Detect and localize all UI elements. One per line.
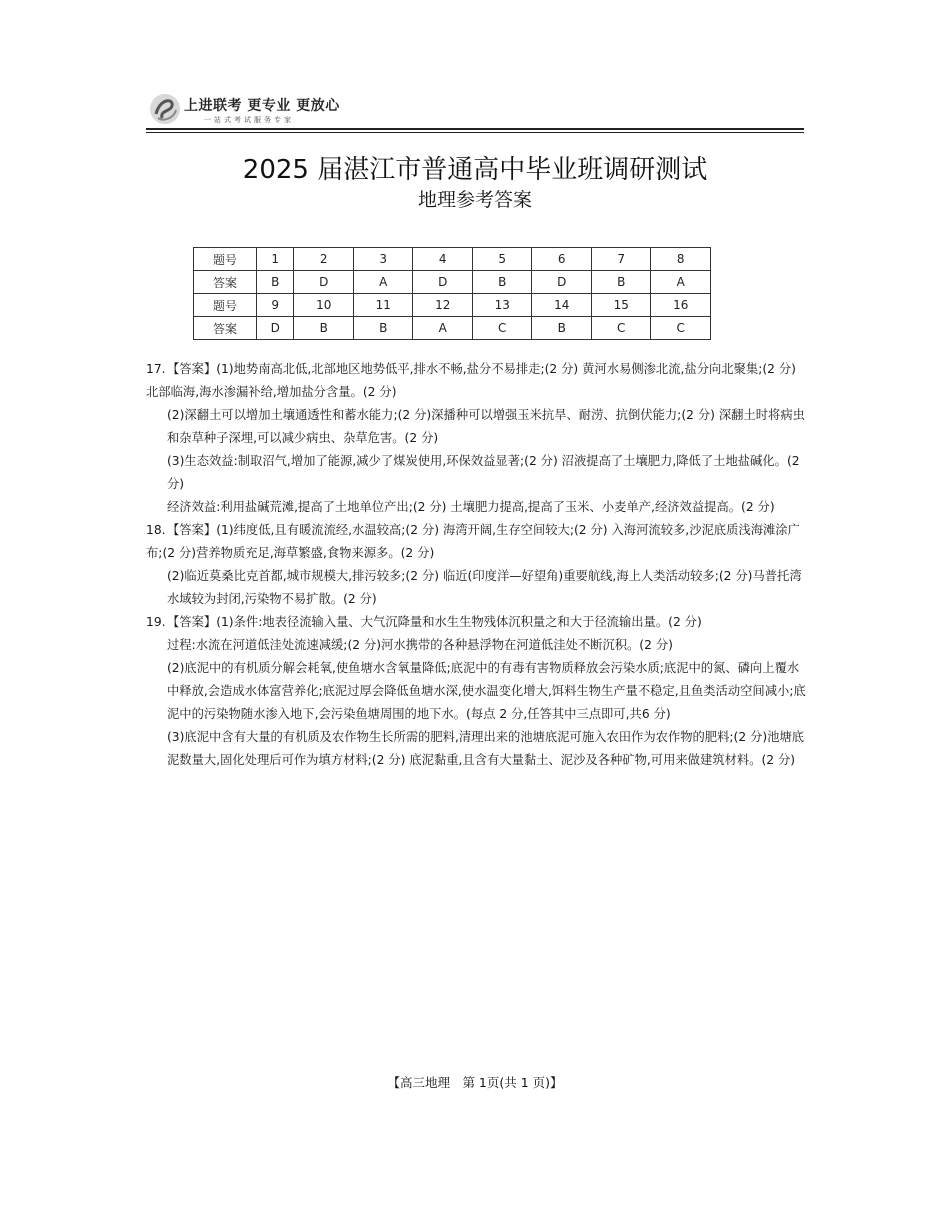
table-cell: D xyxy=(257,317,294,340)
row-label: 题号 xyxy=(194,248,257,271)
question-answer xyxy=(146,358,808,404)
table-cell: 7 xyxy=(591,248,651,271)
table-cell: 13 xyxy=(472,294,532,317)
table-cell: A xyxy=(353,271,413,294)
table-cell: C xyxy=(651,317,711,340)
table-cell: 11 xyxy=(353,294,413,317)
question-number: 17. xyxy=(146,362,166,376)
logo-slogan: 上进联考 更专业 更放心 xyxy=(184,98,340,114)
table-cell: 15 xyxy=(591,294,651,317)
table-cell: B xyxy=(353,317,413,340)
answer-paragraph: 经济效益:利用盐碱荒滩,提高了土地单位产出;(2 分) 土壤肥力提高,提高了玉米、小麦单产,经济效益提高。(2 分) xyxy=(167,500,775,514)
answer-text xyxy=(146,358,808,772)
table-cell: 1 xyxy=(257,248,294,271)
table-cell: B xyxy=(257,271,294,294)
table-cell: 14 xyxy=(532,294,592,317)
row-label: 题号 xyxy=(194,294,257,317)
page-title: 2025 届湛江市普通高中毕业班调研测试 xyxy=(242,155,708,185)
table-cell: 8 xyxy=(651,248,711,271)
logo-tagline: 一站式考试服务专家 xyxy=(204,116,294,124)
question-answer xyxy=(146,611,808,634)
table-cell: 5 xyxy=(472,248,532,271)
answer-paragraph: (2)临近莫桑比克首都,城市规模大,排污较多;(2 分) 临近(印度洋—好望角)重要航线,海上人类活动较多;(2 分)马普托湾水域较为封闭,污染物不易扩散。(2 分) xyxy=(167,569,802,606)
answer-paragraph: 【答案】(1)地势南高北低,北部地区地势低平,排水不畅,盐分不易排走;(2 分) 黄河水易侧渗北流,盐分向北聚集;(2 分)北部临海,海水渗漏补给,增加盐分含量。(2 分) xyxy=(146,362,796,399)
table-cell: 2 xyxy=(294,248,354,271)
table-cell: D xyxy=(413,271,473,294)
table-cell: D xyxy=(532,271,592,294)
row-label: 答案 xyxy=(194,317,257,340)
answer-paragraph: (2)深翻土可以增加土壤通透性和蓄水能力;(2 分)深播种可以增强玉米抗旱、耐涝、抗倒伏能力;(2 分) 深翻土时将病虫和杂草种子深埋,可以减少病虫、杂草危害。(2 分) xyxy=(167,408,805,445)
table-cell: A xyxy=(651,271,711,294)
answer-paragraph: (2)底泥中的有机质分解会耗氧,使鱼塘水含氧量降低;底泥中的有毒有害物质释放会污染水质;底泥中的氮、磷向上覆水中释放,会造成水体富营养化;底泥过厚会降低鱼塘水深,使水温变化增大,饵料生物生产量不稳定,且鱼类活动空间减小;底泥中的污染物随水渗入地下,会污染鱼塘周围的地下水。(每点 2 分,任答其中三点即可,共6 分) xyxy=(167,661,806,721)
row-label: 答案 xyxy=(194,271,257,294)
table-cell: A xyxy=(413,317,473,340)
table-cell: B xyxy=(532,317,592,340)
question-number: 18. xyxy=(146,523,166,537)
page-footer: 【高三地理 第 1页(共 1 页)】 xyxy=(387,1075,563,1090)
table-cell: C xyxy=(472,317,532,340)
table-cell: C xyxy=(591,317,651,340)
page-subtitle: 地理参考答案 xyxy=(417,189,532,211)
table-cell: 16 xyxy=(651,294,711,317)
table-cell: B xyxy=(591,271,651,294)
table-row xyxy=(194,294,711,317)
table-cell: D xyxy=(294,271,354,294)
question-answer xyxy=(146,519,808,565)
table-cell: B xyxy=(472,271,532,294)
header-rule-thick xyxy=(146,128,804,130)
answer-paragraph: (3)生态效益:制取沼气,增加了能源,减少了煤炭使用,环保效益显著;(2 分) 沼液提高了土壤肥力,降低了土地盐碱化。(2 分) xyxy=(167,454,800,491)
table-cell: 10 xyxy=(294,294,354,317)
table-cell: B xyxy=(294,317,354,340)
question-number: 19. xyxy=(146,615,166,629)
answer-table xyxy=(193,247,711,340)
table-cell: 12 xyxy=(413,294,473,317)
answer-paragraph: (3)底泥中含有大量的有机质及农作物生长所需的肥料,清理出来的池塘底泥可施入农田作为农作物的肥料;(2 分)池塘底泥数量大,固化处理后可作为填方材料;(2 分) 底泥黏重,且含有大量黏土、泥沙及各种矿物,可用来做建筑材料。(2 分) xyxy=(167,730,805,767)
answer-paragraph: 过程:水流在河道低洼处流速减缓;(2 分)河水携带的各种悬浮物在河道低洼处不断沉积。(2 分) xyxy=(167,638,673,652)
table-cell: 9 xyxy=(257,294,294,317)
header-rule-thin xyxy=(146,132,804,133)
table-row xyxy=(194,271,711,294)
table-cell: 6 xyxy=(532,248,592,271)
table-cell: 3 xyxy=(353,248,413,271)
table-cell: 4 xyxy=(413,248,473,271)
table-row xyxy=(194,317,711,340)
logo-icon xyxy=(148,92,182,126)
answer-paragraph: 【答案】(1)条件:地表径流输入量、大气沉降量和水生生物残体沉积量之和大于径流输出量。(2 分) xyxy=(167,615,702,629)
answer-paragraph: 【答案】(1)纬度低,且有暖流流经,水温较高;(2 分) 海湾开阔,生存空间较大;(2 分) 入海河流较多,沙泥底质浅海滩涂广布;(2 分)营养物质充足,海草繁盛,食物来源多。(2 分) xyxy=(146,523,800,560)
table-row xyxy=(194,248,711,271)
